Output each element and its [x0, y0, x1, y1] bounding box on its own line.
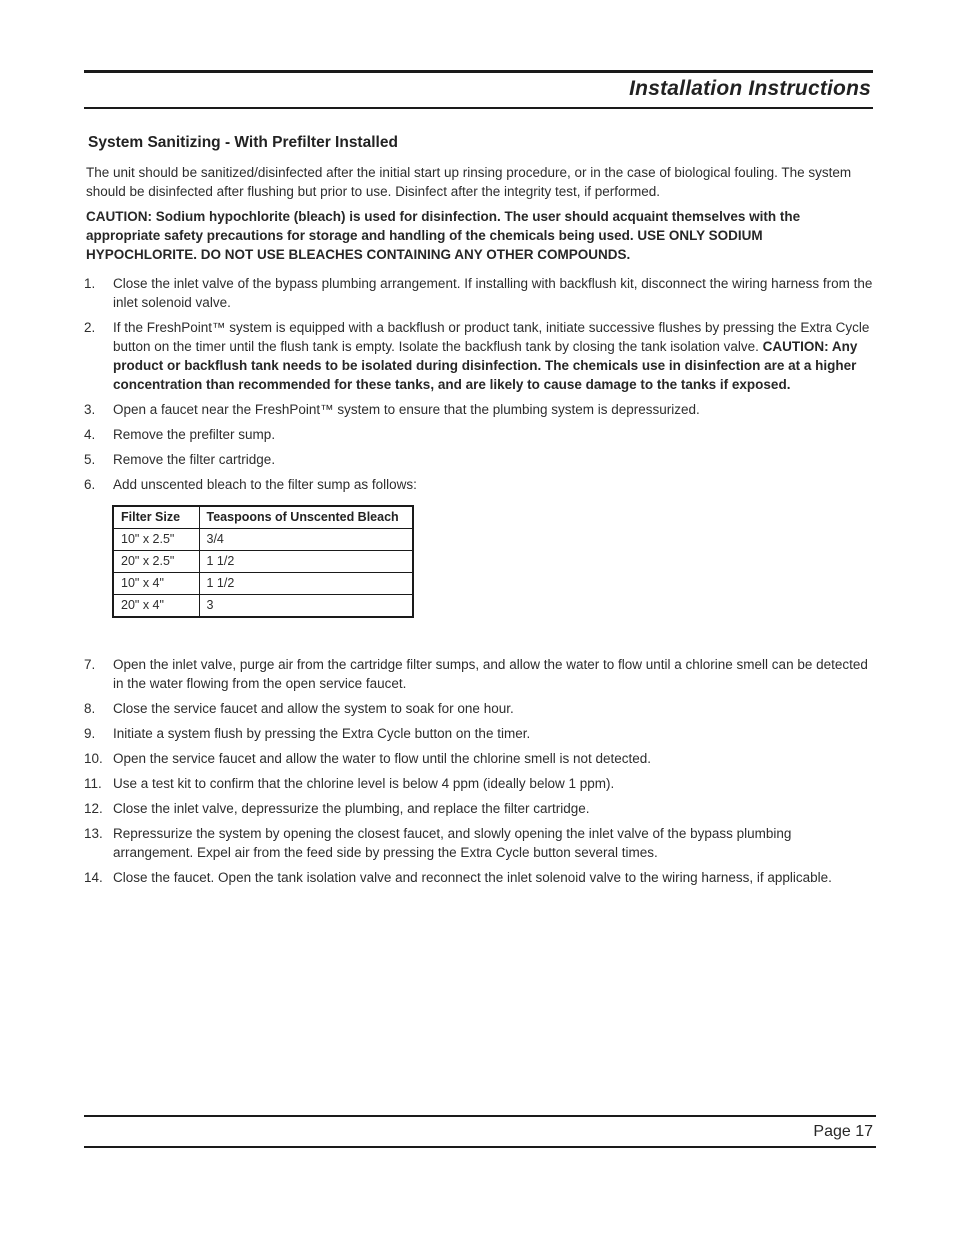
bleach-dosage-table [112, 505, 414, 618]
bleach-table-header-row [113, 506, 413, 529]
step-number: 9. [84, 726, 96, 741]
page-title: Installation Instructions [629, 77, 871, 100]
steps-list-7-14 [84, 655, 873, 887]
page-number: Page 17 [813, 1123, 873, 1140]
step-item [84, 699, 873, 718]
step-item [84, 799, 873, 818]
table-cell: 20" x 2.5" [113, 551, 199, 573]
step-text: Close the faucet. Open the tank isolation valve and reconnect the inlet solenoid valve to the wiring harness, if applicable. [113, 870, 832, 885]
step-number: 7. [84, 657, 96, 672]
step-number: 14. [84, 870, 103, 885]
step-item [84, 749, 873, 768]
step-text: Close the inlet valve of the bypass plumbing arrangement. If installing with backflush kit, disconnect the wiring harness from the inlet solenoid valve. [113, 276, 873, 310]
table-row [113, 551, 413, 573]
step-number: 1. [84, 276, 96, 291]
step-item [84, 868, 873, 887]
bleach-table-header-cell: Filter Size [113, 506, 199, 529]
table-cell: 1 1/2 [199, 573, 413, 595]
table-cell: 10" x 2.5" [113, 529, 199, 551]
bleach-table-header [113, 506, 413, 529]
page-header [84, 70, 873, 109]
step-item [84, 450, 873, 469]
step-text: Repressurize the system by opening the closest faucet, and slowly opening the inlet valve of the bypass plumbing arrangement. Expel air from the feed side by pressing the Extra Cycle button several times. [113, 826, 792, 860]
steps-list-1-6 [84, 274, 873, 494]
step-number: 4. [84, 427, 96, 442]
step-number: 8. [84, 701, 96, 716]
step-number: 10. [84, 751, 103, 766]
step-item [84, 724, 873, 743]
step-text: Remove the filter cartridge. [113, 452, 276, 467]
bleach-table-header-cell: Teaspoons of Unscented Bleach [199, 506, 413, 529]
step-item [84, 774, 873, 793]
table-row [113, 595, 413, 618]
step-number: 12. [84, 801, 103, 816]
table-cell: 20" x 4" [113, 595, 199, 618]
step-text: Close the service faucet and allow the system to soak for one hour. [113, 701, 514, 716]
step-item [84, 425, 873, 444]
step-item [84, 475, 873, 494]
step-number: 11. [84, 776, 102, 791]
step-text: Open the service faucet and allow the water to flow until the chlorine smell is not detected. [113, 751, 652, 766]
caution-paragraph: CAUTION: Sodium hypochlorite (bleach) is used for disinfection. The user should acquaint themselves with the appropriate safety precautions for storage and handling of the chemicals being used. USE ONLY SODIUM HYPOCHLORITE. DO NOT USE BLEACHES CONTAINING ANY OTHER COMPOUNDS. [86, 209, 801, 262]
step-number: 6. [84, 477, 96, 492]
table-cell: 1 1/2 [199, 551, 413, 573]
intro-paragraph: The unit should be sanitized/disinfected after the initial start up rinsing procedure, or in the case of biological fouling. The system should be disinfected after flushing but prior to use. Disinfect after the integrity test, if performed. [86, 165, 852, 199]
step-text: Use a test kit to confirm that the chlorine level is below 4 ppm (ideally below 1 ppm). [113, 776, 615, 791]
step-item [84, 318, 873, 394]
step-item [84, 824, 873, 862]
table-row [113, 529, 413, 551]
table-cell: 3 [199, 595, 413, 618]
page-footer [84, 1115, 876, 1148]
step-number: 5. [84, 452, 96, 467]
step-item [84, 400, 873, 419]
step-caution-text: CAUTION: Any product or backflush tank needs to be isolated during disinfection. The chemicals use in disinfection are at a higher concentration than recommended for these tanks, and are likely to cause damage to the tanks if exposed. [113, 339, 858, 392]
step-number: 13. [84, 826, 103, 841]
step-text: Open the inlet valve, purge air from the cartridge filter sumps, and allow the water to flow until a chlorine smell can be detected in the water flowing from the open service faucet. [113, 657, 868, 691]
step-number: 2. [84, 320, 96, 335]
step-text: Initiate a system flush by pressing the Extra Cycle button on the timer. [113, 726, 531, 741]
table-row [113, 573, 413, 595]
step-item [84, 655, 873, 693]
step-number: 3. [84, 402, 96, 417]
page-content [84, 133, 873, 887]
bleach-table-body [113, 529, 413, 618]
step-text: Open a faucet near the FreshPoint™ system to ensure that the plumbing system is depressurized. [113, 402, 700, 417]
step-item [84, 274, 873, 312]
step-text: Add unscented bleach to the filter sump as follows: [113, 477, 417, 492]
step-text: Remove the prefilter sump. [113, 427, 276, 442]
table-cell: 10" x 4" [113, 573, 199, 595]
step-text: If the FreshPoint™ system is equipped with a backflush or product tank, initiate successive flushes by pressing the Extra Cycle button on the timer until the flush tank is empty. Isolate the backflush tank by closing the tank isolation valve. CAUTION: Any product or backflush tank needs to be isolated during disinfection. The chemicals use in disinfection are at a higher concentration than recommended for these tanks, and are likely to cause damage to the tanks if exposed. [113, 320, 870, 392]
section-heading: System Sanitizing - With Prefilter Installed [88, 134, 398, 151]
table-cell: 3/4 [199, 529, 413, 551]
step-text: Close the inlet valve, depressurize the plumbing, and replace the filter cartridge. [113, 801, 590, 816]
